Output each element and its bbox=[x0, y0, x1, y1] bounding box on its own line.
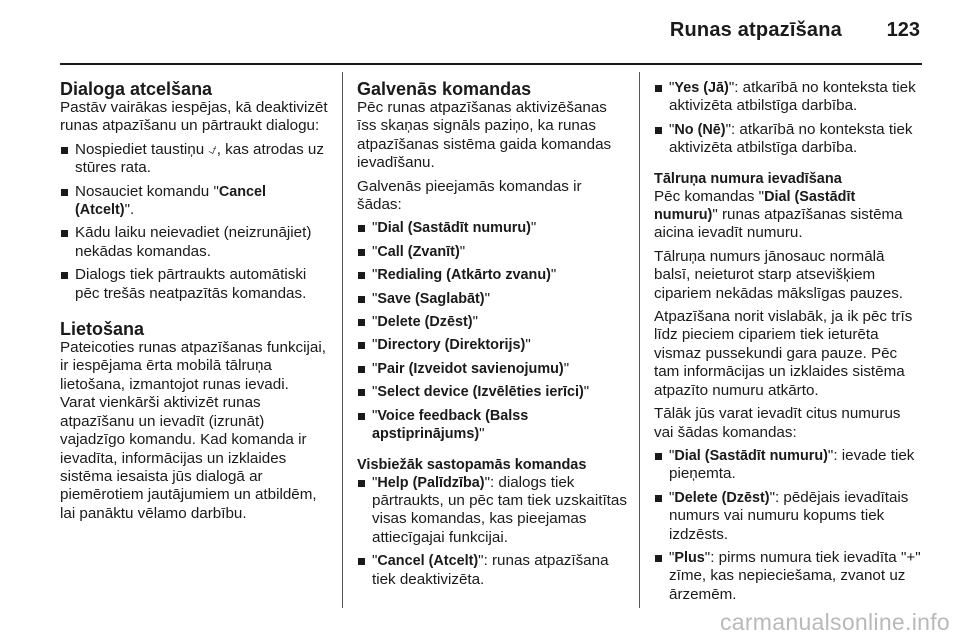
command-label: Select device (Izvēlēties ierīci) bbox=[377, 384, 584, 401]
command-dial: Dial (Sastādīt numuru) bbox=[654, 188, 856, 224]
text: " runas atpazīšanas sistēma aicina ievadīt numuru. bbox=[654, 206, 903, 242]
command-cancel: Cancel (Atcelt) bbox=[377, 553, 479, 570]
command-label: Voice feedback (Balss apstiprinājums) bbox=[372, 407, 529, 443]
quote-open: Nosauciet komandu " bbox=[75, 182, 219, 200]
section-title-cancel-dialog: Dialoga atcelšana bbox=[60, 79, 213, 99]
list-item: "Delete (Dzēst)" bbox=[357, 313, 627, 331]
command-help: Help (Palīdzība) bbox=[377, 474, 485, 491]
number-entry-p3: Atpazīšana norit vislabāk, ja ik pēc trīs līdz pieciem cipariem tiek ieturēta vismaz pussekundi gara pauze. Pēc tam informācijas un izklaides sistēma atpazīto numuru atkārto. bbox=[654, 308, 913, 399]
column-divider-2 bbox=[639, 72, 640, 608]
main-commands-p1: Pēc runas atpazīšanas aktivizēšanas īss skaņas signāls paziņo, ka runas atpazīšanas sistēma gaida komandas ievadīšanu. bbox=[357, 99, 612, 172]
text: Pēc komandas " bbox=[654, 187, 765, 205]
command-label: Dial (Sastādīt numuru) bbox=[377, 220, 531, 237]
command-plus: Plus bbox=[674, 549, 705, 566]
list-item: "Dial (Sastādīt numuru)" bbox=[357, 219, 627, 237]
page-header bbox=[0, 0, 960, 52]
page-title: Runas atpazīšana bbox=[669, 19, 842, 41]
list-item: "Redialing (Atkārto zvanu)" bbox=[357, 266, 627, 284]
header-rule bbox=[60, 63, 922, 65]
cancel-list bbox=[60, 141, 328, 303]
column-3 bbox=[654, 79, 922, 610]
yes-no-list bbox=[654, 79, 922, 158]
column-divider-1 bbox=[342, 72, 343, 608]
list-item: Dialogs tiek pārtraukts automātiski pēc trešās neatpazītās komandas. bbox=[60, 266, 328, 303]
list-item: "Directory (Direktorijs)" bbox=[357, 336, 627, 354]
list-item: "Pair (Izveidot savienojumu)" bbox=[357, 360, 627, 378]
cancel-intro: Pastāv vairākas iespējas, kā deaktivizēt runas atpazīšanu un pārtraukt dialogu: bbox=[60, 99, 328, 135]
command-desc: ": atkarībā no konteksta tiek aktivizēta atbilstīga darbība. bbox=[669, 120, 913, 157]
list-item: "Dial (Sastādīt numuru)": ievade tiek pieņemta. bbox=[654, 447, 922, 484]
command-desc: ": dialogs tiek pārtraukts, un pēc tam tiek uzskaitītas visas komandas, kas pieejamas attiecīgajai funkcijai. bbox=[372, 473, 627, 546]
list-item: "Delete (Dzēst)": pēdējais ievadītais numurs vai numuru kopums tiek izdzēsts. bbox=[654, 489, 922, 544]
command-desc: ": ievade tiek pieņemta. bbox=[669, 446, 915, 483]
list-item: "Save (Saglabāt)" bbox=[357, 290, 627, 308]
command-desc: ": pirms numura tiek ievadīta "+" zīme, kas nepieciešama, zvanot uz ārzemēm. bbox=[669, 548, 921, 603]
list-item: "Select device (Izvēlēties ierīci)" bbox=[357, 383, 627, 401]
command-yes: Yes (Jā) bbox=[674, 80, 729, 96]
list-item: Kādu laiku neievadiet (neizrunājiet) nekādas komandas. bbox=[60, 224, 328, 261]
command-cancel: Cancel (Atcelt) bbox=[75, 183, 267, 219]
command-label: Save (Saglabāt) bbox=[377, 290, 485, 307]
column-2 bbox=[357, 79, 627, 595]
command-label: Call (Zvanīt) bbox=[377, 243, 460, 260]
subsection-title-number-entry: Tālruņa numura ievadīšana bbox=[654, 170, 842, 187]
list-item bbox=[60, 183, 328, 220]
command-list bbox=[357, 219, 627, 443]
number-command-list bbox=[654, 447, 922, 604]
command-desc: ": runas atpazīšana tiek deaktivizēta. bbox=[372, 552, 609, 588]
list-item: "No (Nē)": atkarībā no konteksta tiek aktivizēta atbilstīga darbība. bbox=[654, 121, 922, 158]
usage-text: Pateicoties runas atpazīšanas funkcijai, ir iespējama ērta mobilā tālruņa lietošana, izmantojot runas ievadi. Varat vienkārši aktivizēt runas atpazīšanu un ievadīt (izrunāt) vajadzīgo komandu. Kad komanda ir ievadīta, informācijas un izklaides sistēma iesaista jūs dialogā ar piemērotiem jautājumiem un atbildēm, lai panāktu vēlamo darbību. bbox=[60, 339, 326, 522]
list-item: "Call (Zvanīt)" bbox=[357, 243, 627, 261]
watermark: carmanualsonline.info bbox=[719, 609, 950, 635]
number-entry-p4: Tālāk jūs varat ievadīt citus numurus vai šādas komandas: bbox=[654, 405, 901, 441]
number-entry-p1 bbox=[654, 188, 922, 243]
list-item: Nospiediet taustiņu ⍻, kas atrodas uz stūres rata. bbox=[60, 141, 328, 178]
list-item: "Voice feedback (Balss apstiprinājums)" bbox=[357, 407, 627, 444]
command-delete: Delete (Dzēst) bbox=[674, 489, 770, 506]
page-number: 123 bbox=[886, 19, 920, 41]
command-no: No (Nē) bbox=[674, 121, 726, 138]
list-item: "Cancel (Atcelt)": runas atpazīšana tiek deaktivizēta. bbox=[357, 552, 627, 589]
subsection-title-frequent-commands: Visbiežāk sastopamās komandas bbox=[357, 456, 587, 473]
command-label: Delete (Dzēst) bbox=[377, 314, 473, 331]
list-item: "Help (Palīdzība)": dialogs tiek pārtraukts, un pēc tam tiek uzskaitītas visas komandas, kas pieejamas attiecīgajai funkcijai. bbox=[357, 474, 627, 548]
section-title-main-commands: Galvenās komandas bbox=[357, 79, 532, 99]
number-entry-p2: Tālruņa numurs jānosauc normālā balsī, neieturot starp atsevišķiem cipariem nekādas mākslīgas pauzes. bbox=[654, 247, 904, 302]
command-desc: ": atkarībā no konteksta tiek aktivizēta atbilstīga darbība. bbox=[669, 79, 916, 115]
command-desc: ": pēdējais ievadītais numurs vai numuru kopums tiek izdzēsts. bbox=[669, 488, 909, 543]
section-title-usage: Lietošana bbox=[60, 319, 145, 340]
command-label: Redialing (Atkārto zvanu) bbox=[377, 267, 551, 284]
command-label: Pair (Izveidot savienojumu) bbox=[377, 360, 564, 377]
column-1 bbox=[60, 79, 328, 528]
list-item: "Yes (Jā)": atkarībā no konteksta tiek aktivizēta atbilstīga darbība. bbox=[654, 79, 922, 116]
command-label: Directory (Direktorijs) bbox=[377, 337, 526, 354]
command-dial: Dial (Sastādīt numuru) bbox=[674, 447, 828, 464]
main-commands-p2: Galvenās pieejamās komandas ir šādas: bbox=[357, 177, 582, 214]
list-item: "Plus": pirms numura tiek ievadīta "+" zīme, kas nepieciešama, zvanot uz ārzemēm. bbox=[654, 549, 922, 604]
frequent-command-list bbox=[357, 474, 627, 589]
quote-close: ". bbox=[124, 201, 135, 219]
